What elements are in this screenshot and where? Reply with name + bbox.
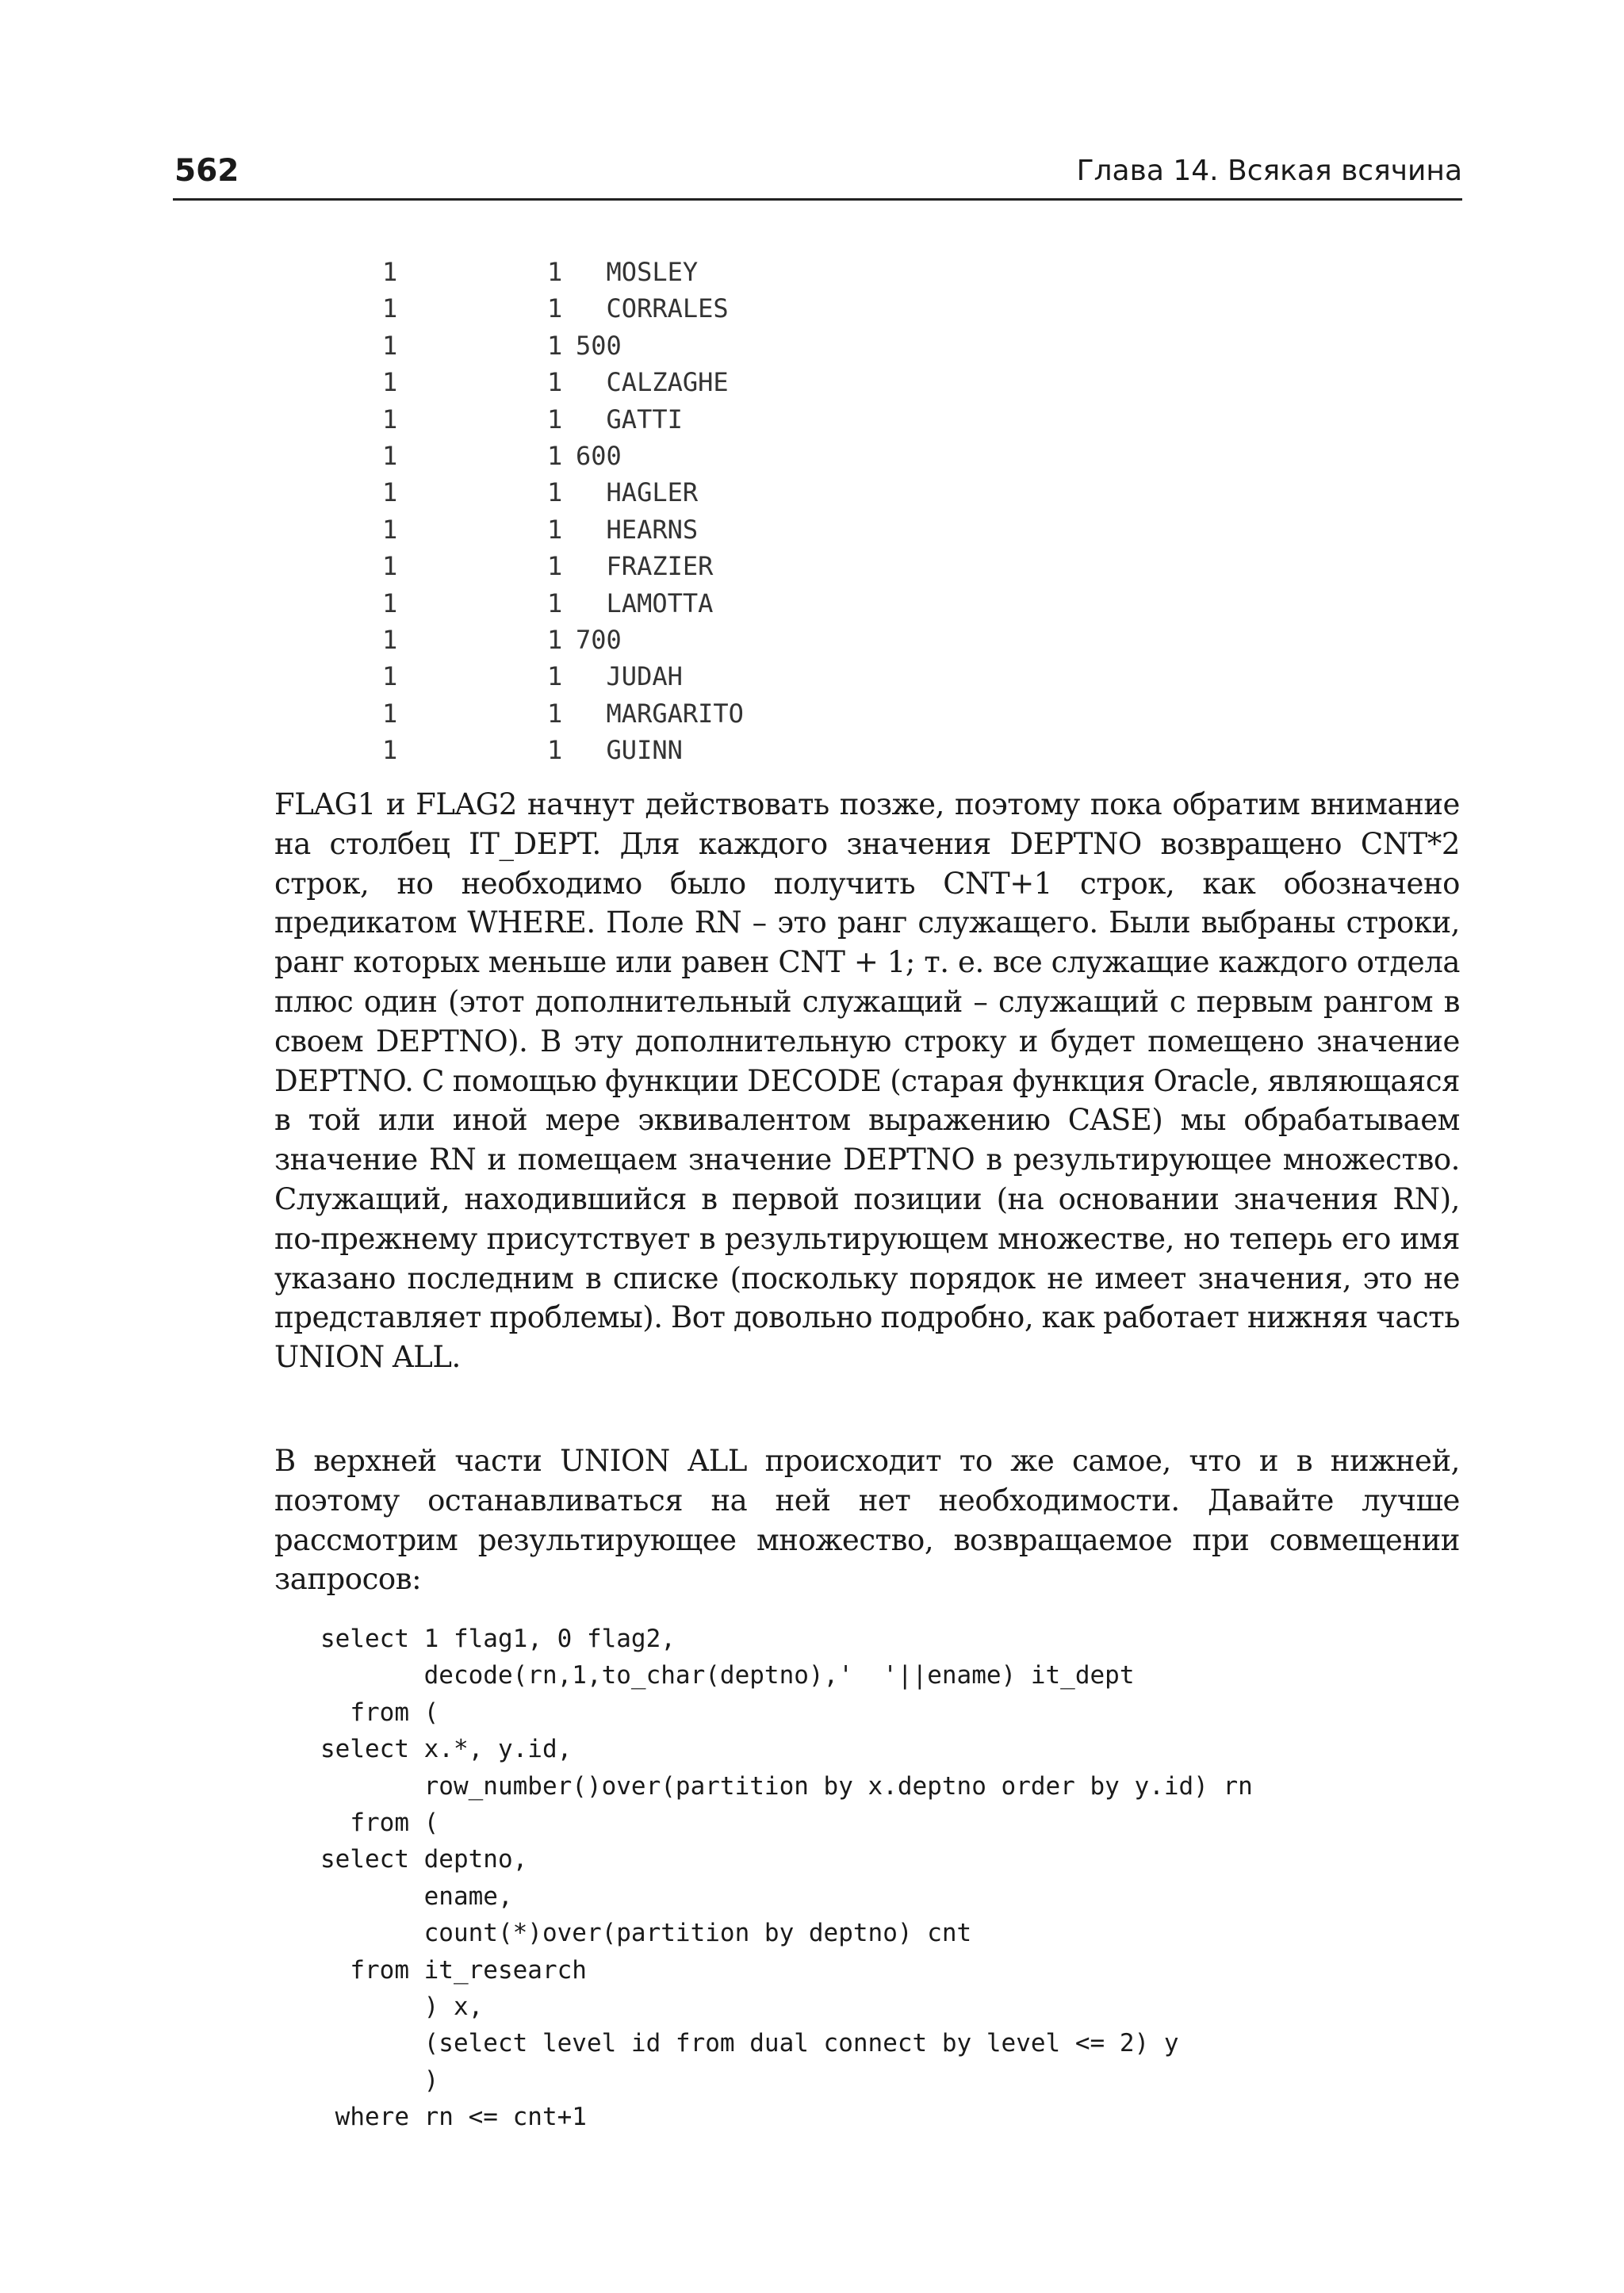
- header-rule: [173, 198, 1462, 201]
- result-row: [373, 511, 848, 548]
- it-dept-cell: MOSLEY: [576, 257, 699, 287]
- code-line: where rn <= cnt+1: [320, 2103, 587, 2132]
- result-row: [373, 364, 848, 400]
- page-header: [173, 149, 1462, 193]
- result-row: [373, 622, 848, 658]
- result-row: [373, 290, 848, 327]
- code-line: ename,: [320, 1881, 513, 1911]
- flag1-cell: 1: [382, 293, 398, 324]
- it-dept-cell: 700: [576, 624, 622, 655]
- flag2-cell: 1: [547, 624, 563, 655]
- result-row: [373, 438, 848, 474]
- body-paragraph: В верхней части UNION ALL происходит то же самое, что и в нижней, поэтому останавливаться на ней нет необходимости. Давайте лучше рассмотрим результирующее множество, возвращаемое при совмещении запросов:: [274, 1444, 1460, 1597]
- flag2-cell: 1: [547, 367, 563, 398]
- flag1-cell: 1: [382, 330, 398, 361]
- code-line: select deptno,: [320, 1845, 528, 1874]
- result-row: [373, 695, 848, 732]
- flag2-cell: 1: [547, 514, 563, 545]
- result-row: [373, 474, 848, 511]
- code-line: count(*)over(partition by deptno) cnt: [320, 1919, 972, 1948]
- flag1-cell: 1: [382, 551, 398, 582]
- flag1-cell: 1: [382, 404, 398, 434]
- flag2-cell: 1: [547, 551, 563, 582]
- result-row: [373, 254, 848, 290]
- result-row: [373, 658, 848, 695]
- code-line: from it_research: [320, 1955, 587, 1985]
- flag2-cell: 1: [547, 257, 563, 287]
- flag2-cell: 1: [547, 477, 563, 508]
- result-row: [373, 732, 848, 768]
- flag1-cell: 1: [382, 588, 398, 618]
- page-number: 562: [174, 153, 239, 189]
- flag1-cell: 1: [382, 661, 398, 692]
- code-line: select 1 flag1, 0 flag2,: [320, 1625, 676, 1653]
- code-line: from (: [320, 1808, 439, 1837]
- body-paragraph: FLAG1 и FLAG2 начнут действовать позже, поэтому пока обратим внимание на столбец IT_DEPT. Для каждого значения DEPTNO возвращено CNT*2 строк, но необходимо было получить CNT+1 строк, как обозначено предикатом WHERE. Поле RN – это ранг служащего. Были выбраны строки, ранг которых меньше или равен CNT + 1; т. е. все служащие каждого отдела плюс один (этот дополнительный служащий – служащий с первым рангом в своем DEPTNO). В эту дополнительную строку и будет помещено значение DEPTNO. С помощью функции DECODE (старая функция Oracle, являющаяся в той или иной мере эквивалентом выражению CASE) мы обрабатываем значение RN и помещаем значение DEPTNO в результирующее множество. Служащий, находившийся в первой позиции (на основании значения RN), по-прежнему присутствует в результирующем множестве, но теперь его имя указано последним в списке (поскольку порядок не имеет значения, это не представляет проблемы). Вот довольно подробно, как работает нижняя часть UNION ALL.: [274, 787, 1460, 1375]
- it-dept-cell: 500: [576, 330, 622, 361]
- flag2-cell: 1: [547, 330, 563, 361]
- flag1-cell: 1: [382, 698, 398, 729]
- flag1-cell: 1: [382, 477, 398, 508]
- query-result-listing: [373, 254, 848, 768]
- it-dept-cell: MARGARITO: [576, 698, 744, 729]
- code-line: select x.*, y.id,: [320, 1735, 573, 1764]
- flag2-cell: 1: [547, 661, 563, 692]
- flag2-cell: 1: [547, 698, 563, 729]
- flag1-cell: 1: [382, 440, 398, 471]
- code-line: row_number()over(partition by x.deptno order by y.id) rn: [320, 1771, 1253, 1801]
- result-row: [373, 401, 848, 438]
- result-row: [373, 327, 848, 364]
- it-dept-cell: LAMOTTA: [576, 588, 714, 618]
- it-dept-cell: CORRALES: [576, 293, 729, 324]
- flag1-cell: 1: [382, 624, 398, 655]
- flag2-cell: 1: [547, 293, 563, 324]
- flag1-cell: 1: [382, 367, 398, 398]
- flag2-cell: 1: [547, 440, 563, 471]
- flag2-cell: 1: [547, 735, 563, 766]
- code-line: ): [320, 2065, 439, 2095]
- flag1-cell: 1: [382, 735, 398, 766]
- it-dept-cell: HEARNS: [576, 514, 699, 545]
- code-line: ) x,: [320, 1992, 484, 2021]
- flag2-cell: 1: [547, 588, 563, 618]
- code-line: from (: [320, 1698, 439, 1727]
- it-dept-cell: FRAZIER: [576, 551, 714, 582]
- it-dept-cell: JUDAH: [576, 661, 683, 692]
- it-dept-cell: HAGLER: [576, 477, 699, 508]
- it-dept-cell: GUINN: [576, 735, 683, 766]
- result-row: [373, 585, 848, 622]
- flag1-cell: 1: [382, 514, 398, 545]
- code-line: decode(rn,1,to_char(deptno),' '||ename) it_dept: [320, 1661, 1135, 1690]
- it-dept-cell: CALZAGHE: [576, 367, 729, 398]
- flag1-cell: 1: [382, 257, 398, 287]
- result-row: [373, 548, 848, 584]
- code-line: (select level id from dual connect by level <= 2) y: [320, 2029, 1179, 2058]
- it-dept-cell: GATTI: [576, 404, 683, 434]
- sql-code-listing: [320, 1621, 1253, 2135]
- running-head: Глава 14. Всякая всячина: [1076, 155, 1462, 187]
- it-dept-cell: 600: [576, 440, 622, 471]
- flag2-cell: 1: [547, 404, 563, 434]
